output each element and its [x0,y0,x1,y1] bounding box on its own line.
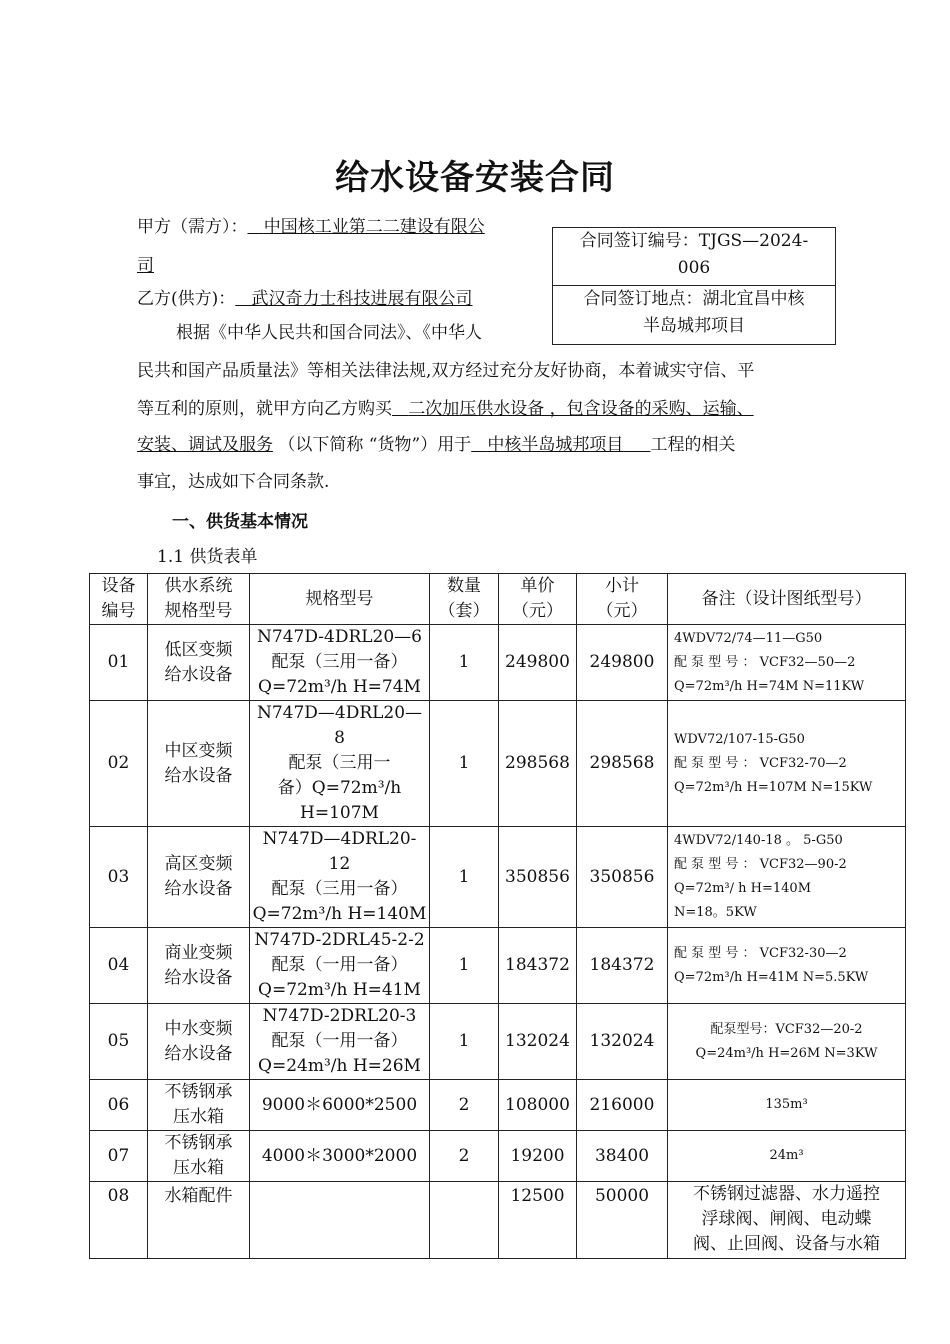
header-note: 备注（设计图纸型号） [668,574,906,625]
cell-qty: 1 [430,701,499,827]
cell-price: 12500 [499,1182,577,1259]
cell-spec: N747D—4DRL20-12 配泵（三用一备） Q=72m³/h H=140M [250,827,430,928]
cell-subtotal: 132024 [577,1004,668,1080]
cell-system: 不锈钢承 压水箱 [148,1131,250,1182]
cell-no: 06 [90,1080,148,1131]
table-row [90,625,906,701]
intro-line-4 [137,435,735,455]
contract-number-line2: 006 [677,258,711,278]
cell-system: 水箱配件 [148,1182,250,1259]
contract-place-line1: 合同签订地点：湖北宜昌中核 [583,289,805,309]
party-b-label: 乙方(供方)： [137,289,236,309]
table-header-row [90,574,906,625]
cell-spec: N747D-4DRL20—6 配泵（三用一备） Q=72m³/h H=74M [250,625,430,701]
contract-place-line2: 半岛城邦项目 [643,316,745,336]
intro-line-3 [137,399,754,419]
cell-qty: 1 [430,928,499,1004]
party-a-name: 中国核工业第二二建设有限公 [263,217,485,237]
cell-spec: N747D—4DRL20—8 配泵（三用一 备）Q=72m³/h H=107M [250,701,430,827]
cell-note: 24m³ [668,1131,906,1182]
cell-qty: 1 [430,827,499,928]
cell-qty: 2 [430,1080,499,1131]
supply-table [89,573,906,1259]
cell-note: 配泵型号：VCF32—20-2 Q=24m³/h H=26M N=3KW [668,1004,906,1080]
table-row [90,701,906,827]
section-heading: 一、供货基本情况 [172,512,308,532]
cell-subtotal: 298568 [577,701,668,827]
cell-no: 07 [90,1131,148,1182]
cell-system: 高区变频 给水设备 [148,827,250,928]
intro-line-3-text: 等互利的原则，就甲方向乙方购买 [137,399,392,419]
contract-number-line1: 合同签订编号：TJGS—2024- [579,231,809,251]
contract-number [553,228,835,286]
cell-spec: 4000＊3000*2000 [250,1131,430,1182]
cell-qty [430,1182,499,1259]
cell-price: 184372 [499,928,577,1004]
header-no: 设备 编号 [90,574,148,625]
cell-note: 4WDV72/74—11—G50 配 泵 型 号 ： VCF32—50—2 Q=72m³/h H=74M N=11KW [668,625,906,701]
party-a-name-continued: 司 [137,256,154,276]
cell-price: 132024 [499,1004,577,1080]
cell-subtotal: 38400 [577,1131,668,1182]
header-spec: 规格型号 [250,574,430,625]
cell-price: 298568 [499,701,577,827]
header-qty: 数量 （套） [430,574,499,625]
table-row [90,827,906,928]
cell-subtotal: 249800 [577,625,668,701]
table-row [90,1131,906,1182]
cell-note: 不锈钢过滤器、水力遥控 浮球阀、闸阀、电动蝶 阀、止回阀、设备与水箱 [668,1182,906,1259]
party-b-line [137,289,472,309]
party-a-line [137,217,485,237]
intro-line-4-end: 工程的相关 [650,435,736,455]
intro-line-2: 民共和国产品质量法》等相关法律法规,双方经过充分友好协商，本着诚实守信、平 [137,361,755,381]
table-row [90,1004,906,1080]
cell-spec: N747D-2DRL20-3 配泵（一用一备） Q=24m³/h H=26M [250,1004,430,1080]
table-row [90,1182,906,1259]
document-title: 给水设备安装合同 [335,158,615,198]
cell-spec: N747D-2DRL45-2-2 配泵（一用一备） Q=72m³/h H=41M [250,928,430,1004]
intro-line-4-text: （以下简称 “货物”）用于 [278,435,472,455]
intro-line-5: 事宜，达成如下合同条款. [137,472,330,492]
cell-note: 配 泵 型 号 ： VCF32-30—2 Q=72m³/h H=41M N=5.5KW [668,928,906,1004]
cell-qty: 2 [430,1131,499,1182]
party-a-label: 甲方（需方）： [137,217,248,237]
cell-no: 01 [90,625,148,701]
cell-system: 中水变频 给水设备 [148,1004,250,1080]
cell-price: 249800 [499,625,577,701]
contract-place [553,286,835,344]
cell-system: 中区变频 给水设备 [148,701,250,827]
contract-info-box [552,227,836,345]
intro-project: 中核半岛城邦项目 [487,435,624,455]
cell-spec: 9000＊6000*2500 [250,1080,430,1131]
header-price: 单价 （元） [499,574,577,625]
cell-subtotal: 350856 [577,827,668,928]
table-row [90,928,906,1004]
cell-price: 108000 [499,1080,577,1131]
intro-line-1: 根据《中华人民共和国合同法》、《中华人 [176,323,482,343]
header-system: 供水系统 规格型号 [148,574,250,625]
cell-subtotal: 216000 [577,1080,668,1131]
cell-qty: 1 [430,1004,499,1080]
party-b-name: 武汉奇力士科技进展有限公司 [251,289,473,309]
subsection-heading: 1.1 供货表单 [157,547,258,567]
cell-note: 4WDV72/140-18 。 5-G50 配 泵 型 号 ： VCF32—90-2 Q=72m³/ h H=140M N=18。5KW [668,827,906,928]
cell-no: 08 [90,1182,148,1259]
cell-system: 低区变频 给水设备 [148,625,250,701]
cell-price: 350856 [499,827,577,928]
intro-services: 安装、调试及服务 [137,435,273,455]
table-row [90,1080,906,1131]
cell-subtotal: 50000 [577,1182,668,1259]
cell-system: 商业变频 给水设备 [148,928,250,1004]
cell-note: WDV72/107-15-G50 配 泵 型 号 ： VCF32-70—2 Q=72m³/h H=107M N=15KW [668,701,906,827]
cell-no: 03 [90,827,148,928]
cell-price: 19200 [499,1131,577,1182]
cell-no: 05 [90,1004,148,1080]
cell-no: 04 [90,928,148,1004]
cell-note: 135m³ [668,1080,906,1131]
cell-qty: 1 [430,625,499,701]
cell-system: 不锈钢承 压水箱 [148,1080,250,1131]
cell-no: 02 [90,701,148,827]
cell-subtotal: 184372 [577,928,668,1004]
intro-goods: 二次加压供水设备 ，包含设备的采购、运输、 [408,399,754,419]
cell-spec [250,1182,430,1259]
header-subtotal: 小计 （元） [577,574,668,625]
